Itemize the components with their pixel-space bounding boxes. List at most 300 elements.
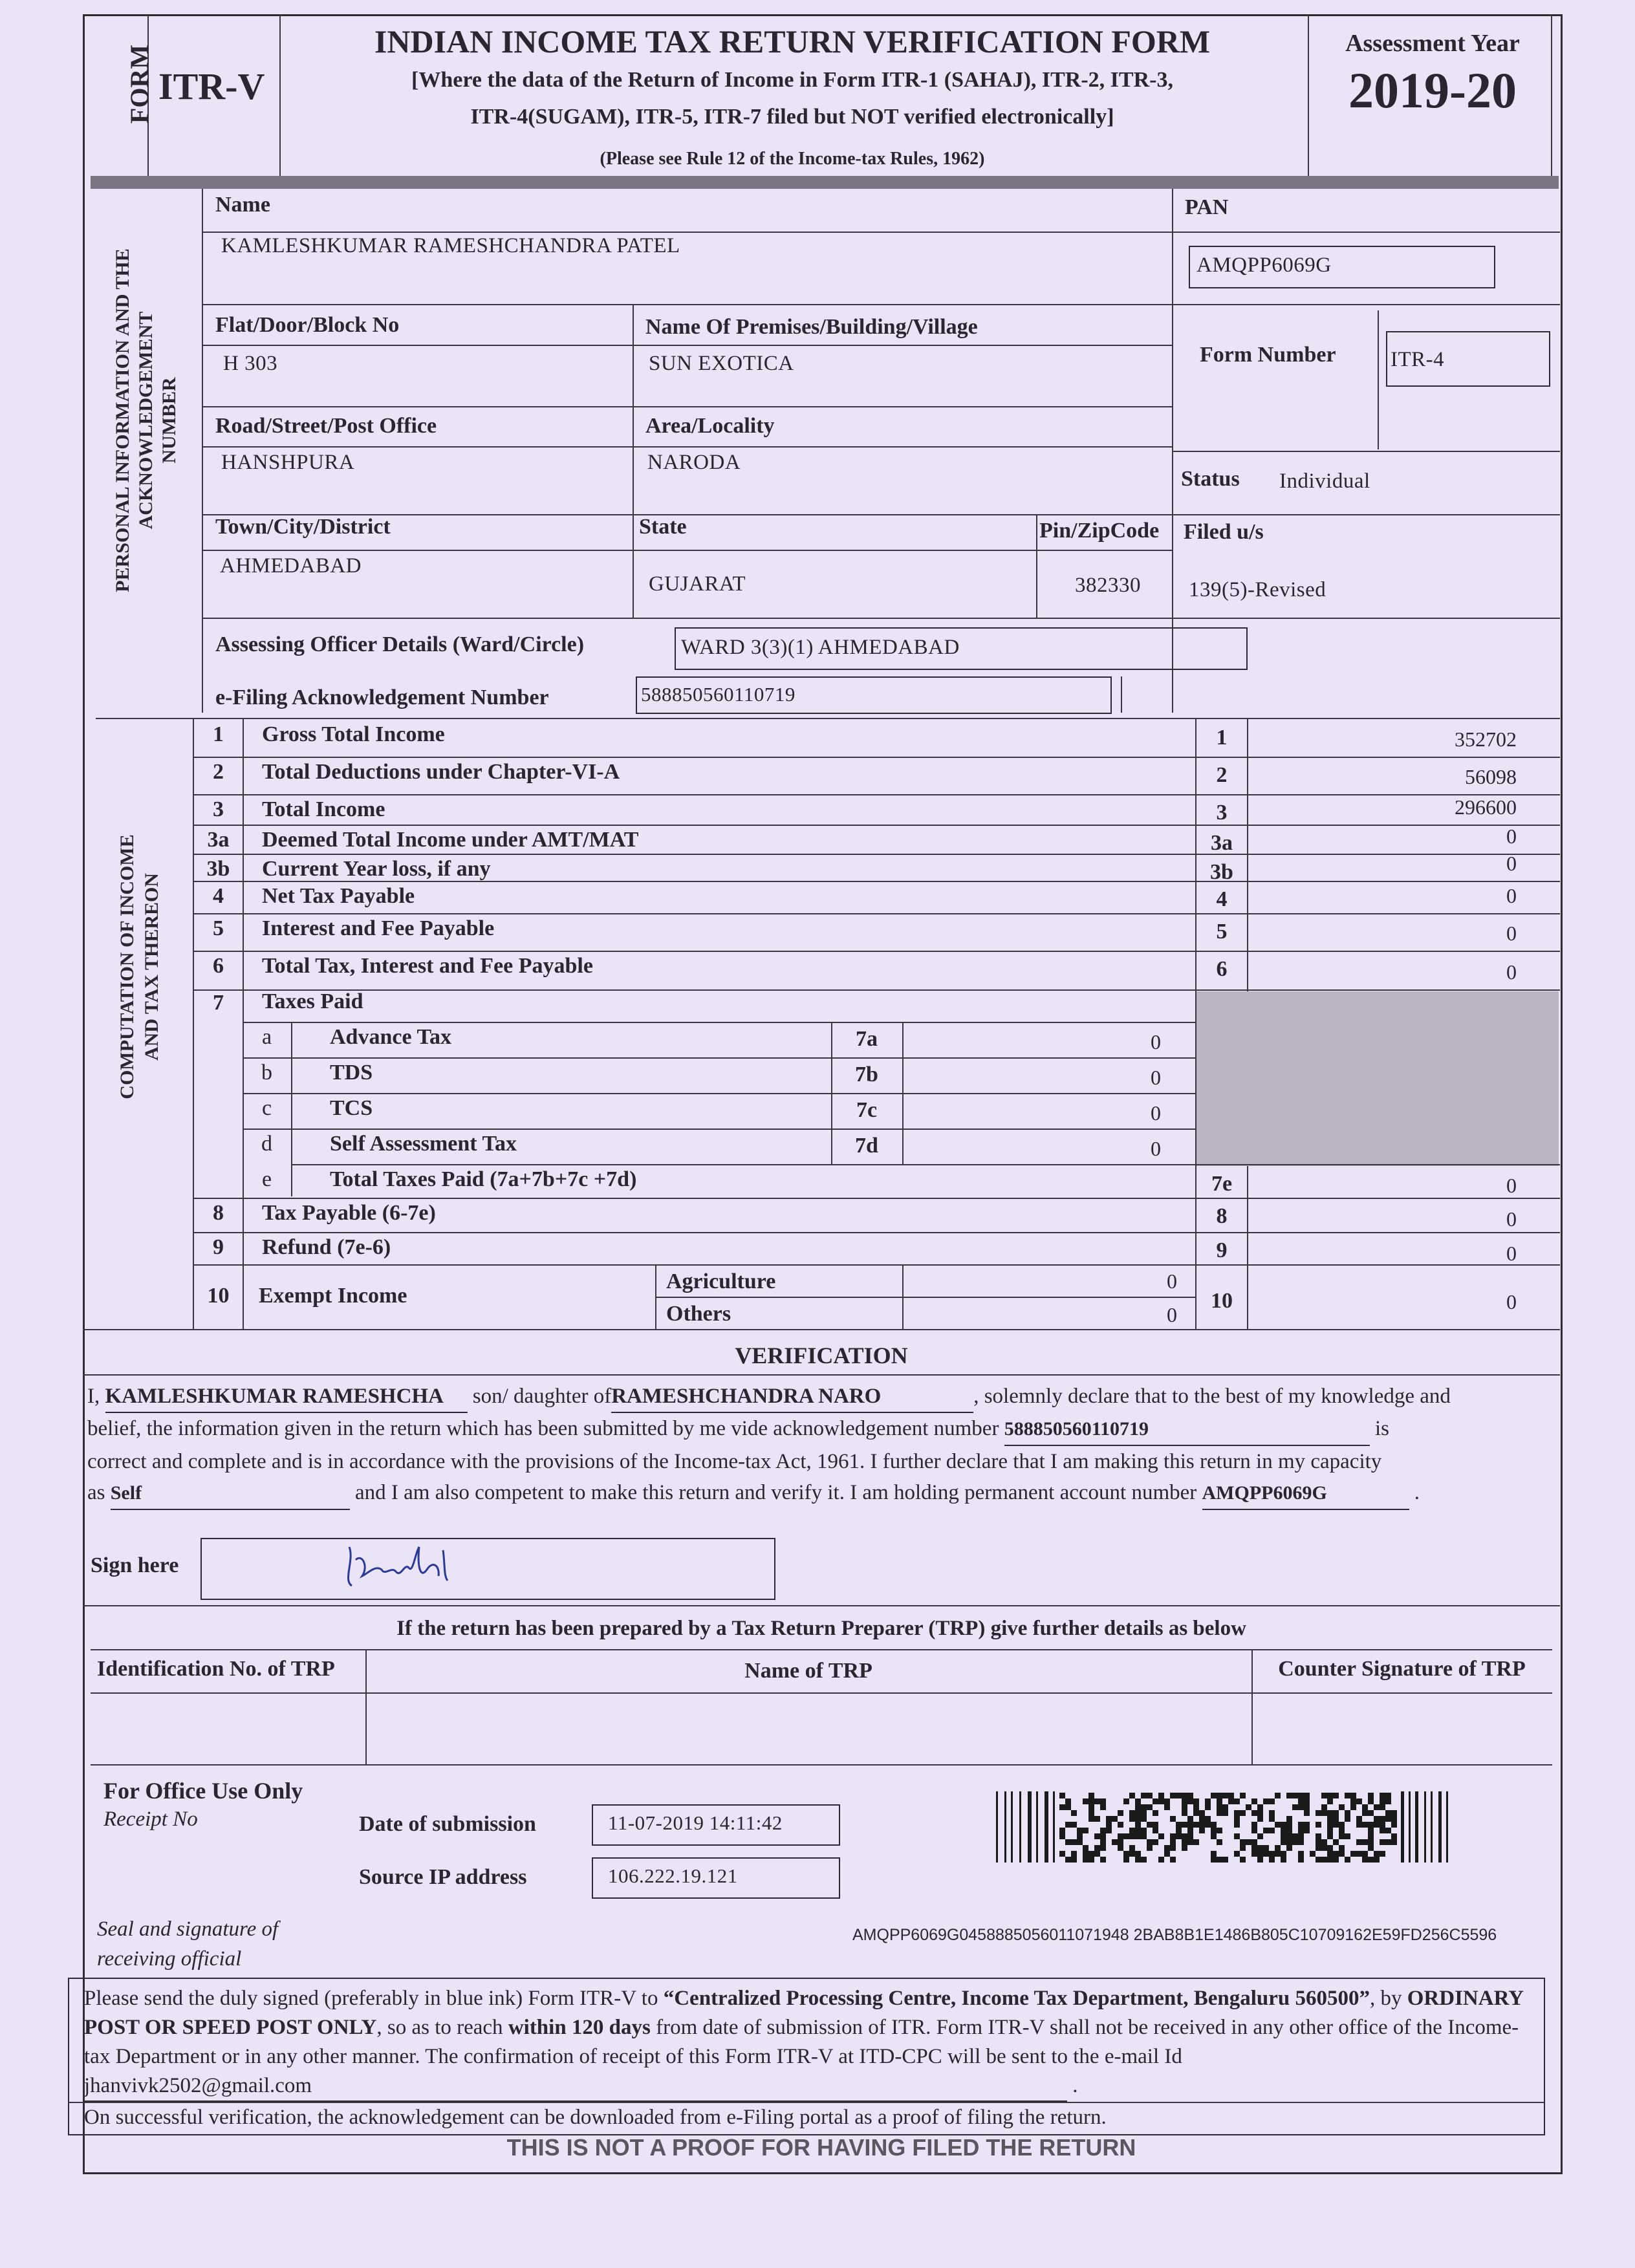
date-label: Date of submission — [359, 1812, 536, 1836]
barcode-cell — [1065, 1798, 1071, 1804]
barcode-cell — [1112, 1839, 1118, 1845]
barcode-cell — [1187, 1833, 1193, 1839]
barcode-cell — [1251, 1828, 1257, 1833]
barcode-cell — [1257, 1833, 1263, 1839]
barcode-cell — [1222, 1804, 1228, 1810]
barcode-cell — [1205, 1804, 1211, 1810]
barcode-cell — [1362, 1822, 1368, 1828]
comp-row-value: 0 — [1506, 1242, 1517, 1265]
barcode-cell — [1153, 1810, 1158, 1816]
barcode-cell — [1141, 1804, 1147, 1810]
barcode-cell — [1251, 1845, 1257, 1851]
barcode-cell — [1176, 1833, 1182, 1839]
barcode-cell — [1257, 1816, 1263, 1822]
barcode-cell — [1380, 1839, 1385, 1845]
agri-value: 0 — [1167, 1269, 1177, 1293]
state-label: State — [639, 515, 687, 539]
barcode-cell — [1088, 1798, 1094, 1804]
barcode-cell — [1170, 1839, 1176, 1845]
barcode-cell — [1246, 1839, 1251, 1845]
comp-row-label: Current Year loss, if any — [262, 857, 491, 881]
barcode-cell — [1234, 1851, 1240, 1857]
barcode-cell — [1350, 1851, 1356, 1857]
barcode-cell — [1158, 1833, 1164, 1839]
barcode-cell — [1345, 1857, 1350, 1863]
barcode-cell — [1153, 1839, 1158, 1845]
comp-row-no: 5 — [213, 916, 224, 940]
barcode-cell — [1281, 1851, 1286, 1857]
barcode-cell — [1362, 1851, 1368, 1857]
barcode-cell — [1368, 1793, 1374, 1798]
barcode-cell — [1059, 1833, 1065, 1839]
barcode-cell — [1106, 1828, 1112, 1833]
ip-label: Source IP address — [359, 1865, 527, 1889]
comp-row-divider — [193, 881, 1560, 882]
premises-value: SUN EXOTICA — [649, 352, 794, 375]
barcode-cell — [1292, 1804, 1298, 1810]
barcode-cell — [1304, 1828, 1310, 1833]
barcode-cell — [1321, 1839, 1327, 1845]
barcode-cell — [1368, 1839, 1374, 1845]
barcode-cell — [1380, 1804, 1385, 1810]
barcode-cell — [1257, 1851, 1263, 1857]
barcode-cell — [1240, 1839, 1246, 1845]
barcode-cell — [1158, 1798, 1164, 1804]
barcode-cell — [1251, 1839, 1257, 1845]
barcode-cell — [1193, 1839, 1199, 1845]
comp-row-no: 2 — [213, 760, 224, 784]
barcode-cell — [1129, 1845, 1135, 1851]
barcode-cell — [1071, 1851, 1077, 1857]
barcode-cell — [1071, 1839, 1077, 1845]
barcode-cell — [1199, 1828, 1205, 1833]
pin-label: Pin/ZipCode — [1039, 519, 1160, 543]
barcode-cell — [1333, 1851, 1339, 1857]
road-value: HANSHPURA — [221, 451, 355, 474]
barcode-cell — [1263, 1845, 1269, 1851]
barcode-cell — [1368, 1833, 1374, 1839]
instructions-text: Please send the duly signed (preferably in blue ink) Form ITR-V to “Centralized Processing Centre, Income Tax Department, Bengaluru 560500”, by ORDINARY POST OR SPEED POST ONLY, so as to reach within 120 days from date of submission of ITR. Form ITR-V shall not be received in any other office of the Income-tax Department or in any other manner. The confirmation of receipt of this Form ITR-V at ITD-CPC will be sent to the e-mail Id jhanvivk2502@gmail.com . — [84, 1984, 1533, 2102]
barcode-cell — [1321, 1857, 1327, 1863]
barcode-cell — [1182, 1839, 1187, 1845]
barcode-cell — [1083, 1851, 1088, 1857]
barcode-bar — [1053, 1791, 1055, 1863]
verification-text: I, KAMLESHKUMAR RAMESHCHA son/ daughter ofRAMESHCHANDRA NARO , solemnly declare that to the best of my knowledge and belief, the information given in the return which has been submitted by me vide acknowledgement number 588850560110719 is correct and complete and is in accordance with the provisions of the Income-tax Act, 1961. I further declare that I am making this return in my capacity as Self and I am also competent to make this return and verify it. I am holding permanent account number AMQPP6069G . — [87, 1381, 1530, 1510]
comp-row-value: 296600 — [1455, 795, 1517, 819]
barcode-cell — [1164, 1845, 1170, 1851]
barcode-cell — [1211, 1851, 1217, 1857]
barcode-cell — [1199, 1816, 1205, 1822]
comp-row-value: 352702 — [1455, 728, 1517, 751]
barcode-cell — [1333, 1793, 1339, 1798]
pin-value: 382330 — [1075, 574, 1141, 597]
barcode-cell — [1135, 1822, 1141, 1828]
barcode-cell — [1234, 1798, 1240, 1804]
barcode-cell — [1153, 1828, 1158, 1833]
barcode-cell — [1263, 1798, 1269, 1804]
barcode-cell — [1217, 1810, 1222, 1816]
barcode-cell — [1380, 1798, 1385, 1804]
barcode-bar — [1438, 1791, 1442, 1863]
barcode-bar — [1401, 1791, 1404, 1863]
barcode-cell — [1129, 1816, 1135, 1822]
verification-ack: 588850560110719 — [1004, 1414, 1370, 1446]
barcode-cell — [1327, 1816, 1333, 1822]
comp-row-ref: 2 — [1216, 763, 1228, 787]
barcode-cell — [1088, 1810, 1094, 1816]
barcode-cell — [1100, 1839, 1106, 1845]
barcode-cell — [1199, 1810, 1205, 1816]
barcode-cell — [1187, 1822, 1193, 1828]
barcode-cell — [1083, 1828, 1088, 1833]
barcode-bar — [1028, 1791, 1032, 1863]
comp-row-no: 3b — [206, 857, 230, 881]
comp-row-ref: 5 — [1216, 920, 1228, 944]
disclaimer: THIS IS NOT A PROOF FOR HAVING FILED THE RETURN — [506, 2134, 1136, 2161]
tax-sub-ref: 7b — [855, 1063, 878, 1086]
comp-row-divider — [193, 951, 1560, 952]
barcode-cell — [1316, 1839, 1321, 1845]
barcode-cell — [1275, 1845, 1281, 1851]
form-subtitle-2: ITR-4(SUGAM), ITR-5, ITR-7 filed but NOT verified electronically] — [470, 105, 1114, 129]
barcode-cell — [1368, 1857, 1374, 1863]
barcode-cell — [1059, 1793, 1065, 1798]
town-label: Town/City/District — [215, 515, 391, 539]
barcode-cell — [1356, 1839, 1362, 1845]
comp-row-ref: 3b — [1210, 860, 1233, 884]
state-value: GUJARAT — [649, 572, 746, 596]
barcode-cell — [1141, 1816, 1147, 1822]
total-taxes-letter: e — [261, 1167, 272, 1191]
barcode-cell — [1269, 1816, 1275, 1822]
barcode-cell — [1362, 1857, 1368, 1863]
barcode-cell — [1304, 1798, 1310, 1804]
barcode-cell — [1286, 1822, 1292, 1828]
barcode-cell — [1362, 1839, 1368, 1845]
barcode-cell — [1234, 1816, 1240, 1822]
computation-section-title: COMPUTATION OF INCOME AND TAX THEREON — [116, 834, 162, 1099]
barcode-cell — [1321, 1804, 1327, 1810]
barcode-cell — [1077, 1839, 1083, 1845]
barcode-cell — [1147, 1822, 1153, 1828]
barcode-cell — [1112, 1816, 1118, 1822]
barcode-cell — [1257, 1804, 1263, 1810]
barcode-cell — [1316, 1822, 1321, 1828]
barcode-cell — [1345, 1793, 1350, 1798]
barcode-cell — [1251, 1810, 1257, 1816]
tax-sub-ref: 7a — [856, 1027, 878, 1051]
barcode-cell — [1118, 1822, 1123, 1828]
barcode-cell — [1094, 1851, 1100, 1857]
barcode-cell — [1211, 1857, 1217, 1863]
barcode-cell — [1187, 1839, 1193, 1845]
barcode-cell — [1182, 1833, 1187, 1839]
barcode-cell — [1380, 1828, 1385, 1833]
barcode-cell — [1211, 1828, 1217, 1833]
barcode-cell — [1304, 1793, 1310, 1798]
barcode-cell — [1123, 1857, 1129, 1863]
barcode-cell — [1071, 1810, 1077, 1816]
barcode-cell — [1118, 1845, 1123, 1851]
tax-sub-value: 0 — [1151, 1137, 1161, 1160]
barcode-cell — [1339, 1822, 1345, 1828]
form-word: FORM — [125, 44, 154, 124]
barcode-cell — [1141, 1810, 1147, 1816]
barcode-bar — [1019, 1791, 1021, 1863]
barcode-cell — [1385, 1816, 1391, 1822]
barcode-cell — [1100, 1828, 1106, 1833]
status-label: Status — [1181, 467, 1240, 491]
barcode-bar — [1415, 1791, 1418, 1863]
barcode-cell — [1368, 1845, 1374, 1851]
comp-row-no: 3 — [213, 797, 224, 821]
form-code: ITR-V — [158, 65, 265, 107]
trp-col-name: Name of TRP — [744, 1659, 872, 1683]
barcode-cell — [1292, 1839, 1298, 1845]
barcode-cell — [1316, 1810, 1321, 1816]
barcode-bar — [1446, 1791, 1448, 1863]
barcode-cell — [1257, 1810, 1263, 1816]
area-value: NARODA — [647, 451, 741, 474]
barcode-bar — [1424, 1791, 1426, 1863]
barcode-cell — [1368, 1798, 1374, 1804]
barcode-cell — [1333, 1810, 1339, 1816]
barcode-cell — [1123, 1798, 1129, 1804]
barcode-cell — [1135, 1816, 1141, 1822]
barcode-cell — [1275, 1851, 1281, 1857]
barcode-cell — [1333, 1857, 1339, 1863]
barcode-cell — [1083, 1845, 1088, 1851]
barcode-cell — [1391, 1833, 1397, 1839]
exempt-label: Exempt Income — [259, 1284, 407, 1308]
barcode-cell — [1327, 1828, 1333, 1833]
barcode-cell — [1304, 1810, 1310, 1816]
barcode-cell — [1182, 1822, 1187, 1828]
barcode-cell — [1240, 1810, 1246, 1816]
barcode-cell — [1135, 1804, 1141, 1810]
comp-row-label: Total Tax, Interest and Fee Payable — [262, 954, 593, 978]
barcode-cell — [1147, 1793, 1153, 1798]
barcode-cell — [1286, 1793, 1292, 1798]
barcode-cell — [1164, 1804, 1170, 1810]
barcode-cell — [1100, 1845, 1106, 1851]
barcode-cell — [1327, 1822, 1333, 1828]
barcode-cell — [1374, 1851, 1380, 1857]
barcode-cell — [1391, 1810, 1397, 1816]
barcode-cell — [1316, 1833, 1321, 1839]
barcode-cell — [1385, 1810, 1391, 1816]
barcode-cell — [1187, 1816, 1193, 1822]
tax-sub-value: 0 — [1151, 1030, 1161, 1053]
barcode-cell — [1368, 1828, 1374, 1833]
ao-label: Assessing Officer Details (Ward/Circle) — [215, 632, 585, 656]
barcode-cell — [1135, 1828, 1141, 1833]
barcode-cell — [1222, 1857, 1228, 1863]
comp-row-value: 0 — [1506, 852, 1517, 875]
comp-row-label: Refund (7e-6) — [262, 1235, 391, 1259]
sign-label: Sign here — [91, 1553, 179, 1577]
barcode-cell — [1176, 1828, 1182, 1833]
comp-row-no: 9 — [213, 1235, 224, 1259]
taxes-paid-no: 7 — [213, 991, 224, 1015]
barcode-cell — [1217, 1804, 1222, 1810]
sign-box[interactable] — [200, 1538, 775, 1600]
barcode-cell — [1269, 1857, 1275, 1863]
barcode-cell — [1281, 1857, 1286, 1863]
barcode-cell — [1193, 1810, 1199, 1816]
receipt-label: Receipt No — [103, 1808, 198, 1831]
barcode-cell — [1100, 1857, 1106, 1863]
comp-row-ref: 6 — [1216, 957, 1228, 981]
tax-sub-value: 0 — [1151, 1101, 1161, 1125]
barcode-cell — [1118, 1839, 1123, 1845]
name-value: KAMLESHKUMAR RAMESHCHANDRA PATEL — [221, 234, 680, 257]
comp-row-label: Deemed Total Income under AMT/MAT — [262, 828, 639, 852]
barcode-cell — [1100, 1833, 1106, 1839]
barcode-cell — [1193, 1798, 1199, 1804]
barcode-cell — [1147, 1839, 1153, 1845]
comp-row-ref: 3a — [1211, 831, 1233, 855]
barcode-cell — [1170, 1845, 1176, 1851]
barcode-cell — [1141, 1857, 1147, 1863]
exempt-value: 0 — [1506, 1290, 1517, 1313]
barcode-cell — [1205, 1816, 1211, 1822]
barcode-cell — [1339, 1845, 1345, 1851]
barcode-cell — [1228, 1798, 1234, 1804]
barcode-cell — [1281, 1822, 1286, 1828]
shaded-area — [1196, 991, 1559, 1166]
barcode-cell — [1240, 1845, 1246, 1851]
barcode-cell — [1106, 1822, 1112, 1828]
flat-label: Flat/Door/Block No — [215, 313, 400, 337]
barcode-cell — [1222, 1793, 1228, 1798]
barcode-cell — [1234, 1833, 1240, 1839]
ack-value: 588850560110719 — [641, 683, 796, 706]
barcode-cell — [1088, 1851, 1094, 1857]
barcode-cell — [1182, 1804, 1187, 1810]
barcode-cell — [1304, 1822, 1310, 1828]
comp-row-value: 56098 — [1465, 765, 1517, 788]
barcode-cell — [1187, 1798, 1193, 1804]
barcode-cell — [1257, 1857, 1263, 1863]
barcode-cell — [1298, 1851, 1304, 1857]
barcode-cell — [1234, 1810, 1240, 1816]
barcode-cell — [1356, 1851, 1362, 1857]
barcode-cell — [1385, 1793, 1391, 1798]
verification-pan: AMQPP6069G — [1202, 1478, 1409, 1510]
barcode-cell — [1304, 1804, 1310, 1810]
barcode-cell — [1228, 1793, 1234, 1798]
barcode-cell — [1205, 1822, 1211, 1828]
assessment-year-label: Assessment Year — [1345, 30, 1520, 57]
exempt-no: 10 — [207, 1284, 230, 1308]
barcode-cell — [1123, 1833, 1129, 1839]
barcode-cell — [1176, 1822, 1182, 1828]
barcode-cell — [1327, 1793, 1333, 1798]
barcode-cell — [1374, 1857, 1380, 1863]
road-label: Road/Street/Post Office — [215, 414, 437, 438]
barcode-cell — [1286, 1845, 1292, 1851]
barcode-cell — [1187, 1828, 1193, 1833]
filed-label: Filed u/s — [1184, 520, 1264, 544]
assessment-year-value: 2019-20 — [1348, 62, 1517, 118]
barcode-cell — [1385, 1839, 1391, 1845]
barcode-cell — [1182, 1793, 1187, 1798]
barcode-cell — [1298, 1857, 1304, 1863]
ao-value: WARD 3(3)(1) AHMEDABAD — [681, 636, 960, 659]
barcode-cell — [1164, 1851, 1170, 1857]
barcode-cell — [1356, 1816, 1362, 1822]
barcode-cell — [1298, 1793, 1304, 1798]
barcode-image — [996, 1785, 1455, 1869]
barcode-cell — [1083, 1857, 1088, 1863]
barcode-cell — [1286, 1828, 1292, 1833]
barcode-cell — [1182, 1798, 1187, 1804]
barcode-cell — [1129, 1833, 1135, 1839]
barcode-cell — [1135, 1798, 1141, 1804]
others-value: 0 — [1167, 1303, 1177, 1326]
tax-sub-value: 0 — [1151, 1066, 1161, 1089]
barcode-cell — [1292, 1833, 1298, 1839]
barcode-cell — [1286, 1833, 1292, 1839]
barcode-cell — [1281, 1833, 1286, 1839]
barcode-cell — [1170, 1793, 1176, 1798]
taxes-paid-label: Taxes Paid — [262, 989, 363, 1013]
flat-value: H 303 — [223, 352, 278, 375]
comp-row-value: 0 — [1506, 825, 1517, 848]
total-taxes-value: 0 — [1506, 1174, 1517, 1197]
barcode-cell — [1217, 1857, 1222, 1863]
signature-image — [336, 1540, 466, 1592]
barcode-cell — [1234, 1822, 1240, 1828]
barcode-cell — [1065, 1839, 1071, 1845]
town-value: AHMEDABAD — [220, 554, 362, 578]
barcode-cell — [1339, 1804, 1345, 1810]
barcode-cell — [1135, 1851, 1141, 1857]
barcode-cell — [1362, 1810, 1368, 1816]
barcode-cell — [1088, 1804, 1094, 1810]
barcode-cell — [1222, 1810, 1228, 1816]
barcode-cell — [1333, 1816, 1339, 1822]
tax-sub-letter: d — [261, 1132, 272, 1156]
form-subtitle-1: [Where the data of the Return of Income in Form ITR-1 (SAHAJ), ITR-2, ITR-3, — [411, 68, 1173, 92]
barcode-cell — [1345, 1816, 1350, 1822]
barcode-cell — [1321, 1810, 1327, 1816]
barcode-cell — [1286, 1816, 1292, 1822]
date-value: 11-07-2019 14:11:42 — [608, 1811, 783, 1834]
barcode-cell — [1071, 1857, 1077, 1863]
barcode-cell — [1327, 1810, 1333, 1816]
comp-row-ref: 4 — [1216, 887, 1228, 911]
barcode-cell — [1251, 1822, 1257, 1828]
tax-sub-letter: a — [261, 1025, 272, 1049]
comp-row-no: 1 — [213, 722, 224, 746]
barcode-cell — [1246, 1804, 1251, 1810]
barcode-cell — [1153, 1798, 1158, 1804]
barcode-bar — [1004, 1791, 1006, 1863]
verification-heading: VERIFICATION — [735, 1343, 908, 1368]
barcode-cell — [1153, 1822, 1158, 1828]
status-value: Individual — [1279, 470, 1370, 493]
barcode-cell — [1141, 1833, 1147, 1839]
barcode-cell — [1350, 1793, 1356, 1798]
barcode-cell — [1158, 1857, 1164, 1863]
barcode-cell — [1316, 1845, 1321, 1851]
barcode-cell — [1350, 1804, 1356, 1810]
barcode-cell — [1327, 1857, 1333, 1863]
comp-row-label: Gross Total Income — [262, 722, 445, 746]
total-taxes-ref: 7e — [1211, 1172, 1233, 1196]
